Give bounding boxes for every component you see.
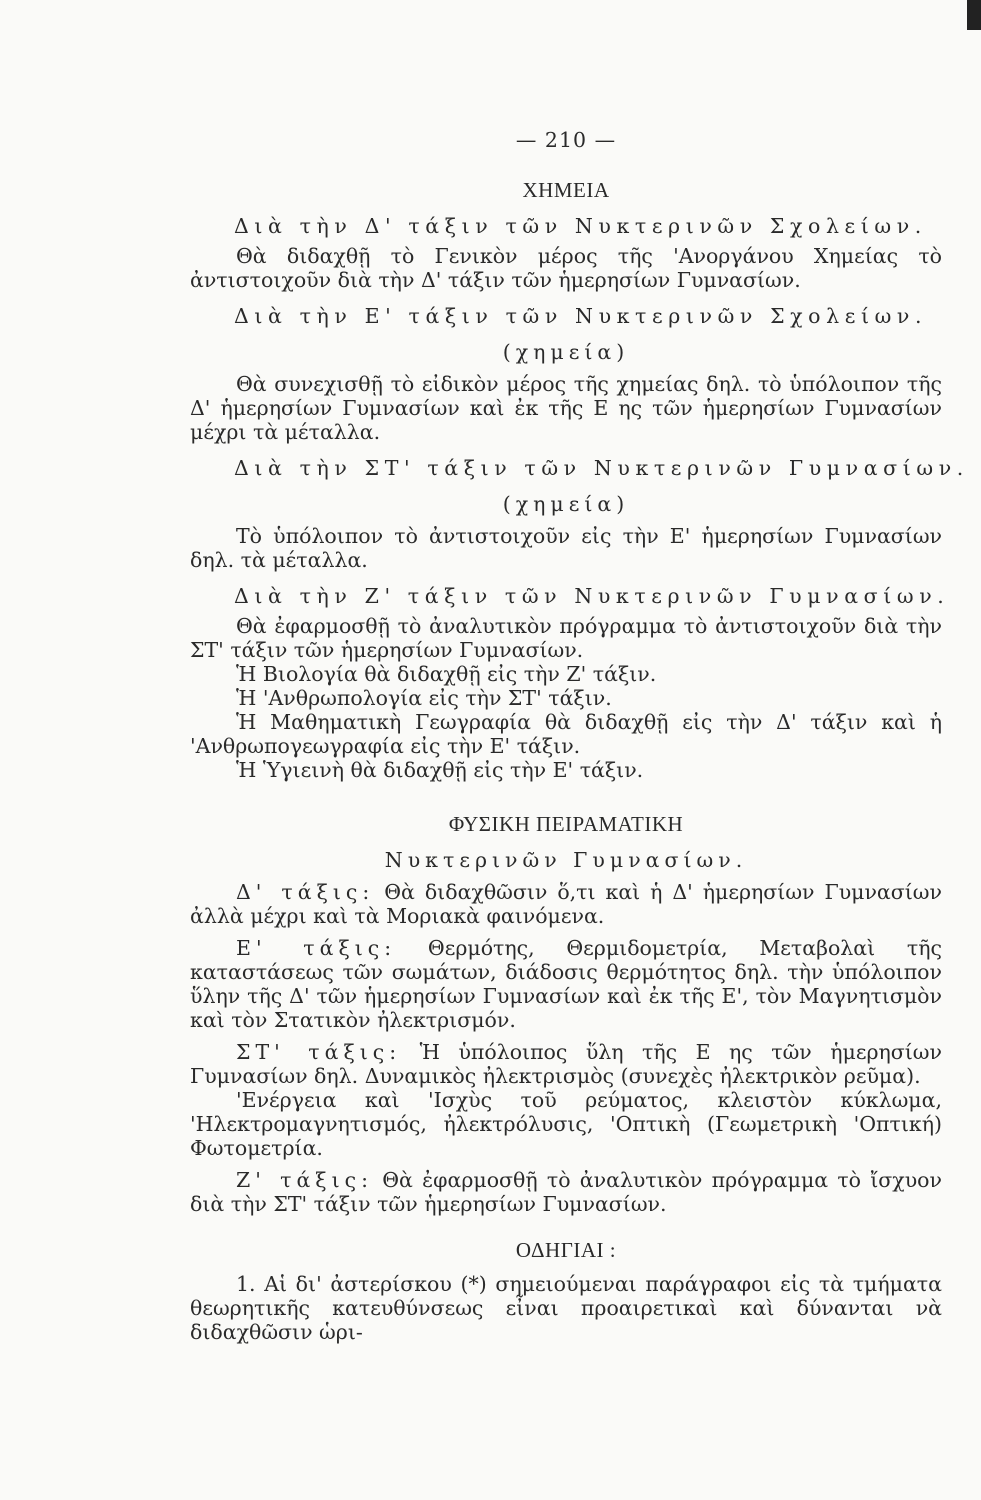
paragraph: Ἡ Ὑγιεινὴ θὰ διδαχθῇ εἰς τὴν Ε' τάξιν. [236,758,644,782]
class-label: Ε' τάξις: [236,936,397,960]
class-label: Δ' τάξις: [236,880,375,904]
paragraph: Θὰ ἐφαρμοσθῇ τὸ ἀναλυτικὸν πρόγραμμα τὸ ἀντιστοιχοῦν διὰ τὴν ΣΤ' τάξιν τῶν ἡμερησίων Γυμνασίων. [190,614,942,662]
scan-edge-mark [967,0,981,30]
paragraph: Θὰ διδαχθῇ τὸ Γενικὸν μέρος τῆς 'Ανοργάνου Χημείας τὸ ἀντιστοιχοῦν διὰ τὴν Δ' τάξιν τῶν ἡμερησίων Γυμνασίων. [190,244,942,292]
paragraph: Ἡ 'Ανθρωπολογία εἰς τὴν ΣΤ' τάξιν. [236,686,612,710]
page-number: — 210 — [515,128,617,152]
paragraph-class-d [190,880,942,928]
section-heading-z: Διὰ τὴν Ζ' τάξιν τῶν Νυκτερινῶν Γυμνασίων. [234,584,950,608]
title-instructions: ΟΔΗΓΙΑΙ : [515,1238,617,1262]
paragraph: Θὰ συνεχισθῇ τὸ εἰδικὸν μέρος τῆς χημείας δηλ. τὸ ὑπόλοιπον τῆς Δ' ἡμερησίων Γυμνασίων καὶ ἐκ τῆς Ε ης τῶν ἡμερησίων Γυμνασίων μέχρι τὰ μέταλλα. [190,372,942,444]
paragraph-text: Θὰ ἐφαρμοσθῇ τὸ ἀναλυτικὸν πρόγραμμα τὸ ἴσχυον διὰ τὴν ΣΤ' τάξιν τῶν ἡμερησίων Γυμνασίων. [190,1168,942,1216]
subheading-night-gymnasia: Νυκτερινῶν Γυμνασίων. [384,848,748,872]
title-chemistry: ΧΗΜΕΙΑ [522,178,610,202]
class-label: Ζ' τάξις: [236,1168,374,1192]
class-label: ΣΤ' τάξις: [236,1040,402,1064]
instruction-item: 1. Αἱ δι' ἀστερίσκου (*) σημειούμεναι παράγραφοι εἰς τὰ τμήματα θεωρητικῆς κατευθύνσεως εἶναι προαιρετικαὶ καὶ δύνανται νὰ διδαχθῶσιν ὡρι- [190,1272,942,1344]
title-physics: ΦΥΣΙΚΗ ΠΕΙΡΑΜΑΤΙΚΗ [448,812,684,836]
paragraph: Ἡ Βιολογία θὰ διδαχθῇ εἰς τὴν Ζ' τάξιν. [236,662,657,686]
paragraph-class-st [190,1040,942,1088]
subheading-chemistry: (χημεία) [502,340,630,364]
paragraph: Ἡ Μαθηματικὴ Γεωγραφία θὰ διδαχθῇ εἰς τὴν Δ' τάξιν καὶ ἡ 'Ανθρωπογεωγραφία εἰς τὴν Ε' τάξιν. [190,710,942,758]
paragraph-class-z [190,1168,942,1216]
paragraph-text: Ἡ ὑπόλοιπος ὕλη τῆς Ε ης τῶν ἡμερησίων Γυμνασίων δηλ. Δυναμικὸς ἠλεκτρισμὸς (συνεχὲς ἠλεκτρικὸν ρεῦμα). [190,1040,942,1088]
paragraph-class-e [190,936,942,1032]
section-heading-d: Διὰ τὴν Δ' τάξιν τῶν Νυκτερινῶν Σχολείων. [234,214,927,238]
paragraph: 'Ενέργεια καὶ 'Ισχὺς τοῦ ρεύματος, κλειστὸν κύκλωμα, 'Ηλεκτρομαγνητισμός, ἠλεκτρόλυσις, 'Οπτικὴ (Γεωμετρικὴ 'Οπτική) Φωτομετρία. [190,1088,942,1160]
section-heading-e: Διὰ τὴν Ε' τάξιν τῶν Νυκτερινῶν Σχολείων. [234,304,928,328]
paragraph: Τὸ ὑπόλοιπον τὸ ἀντιστοιχοῦν εἰς τὴν Ε' ἡμερησίων Γυμνασίων δηλ. τὰ μέταλλα. [190,524,942,572]
document-page [190,128,969,1344]
paragraph-text: Θὰ διδαχθῶσιν ὅ,τι καὶ ἡ Δ' ἡμερησίων Γυμνασίων ἀλλὰ μέχρι καὶ τὰ Μοριακὰ φαινόμενα. [190,880,942,928]
section-heading-st: Διὰ τὴν ΣΤ' τάξιν τῶν Νυκτερινῶν Γυμνασίων. [234,456,969,480]
subheading-chemistry: (χημεία) [502,492,630,516]
paragraph-text: Θερμότης, Θερμιδομετρία, Μεταβολαὶ τῆς καταστάσεως τῶν σωμάτων, διάδοσις θερμότητος δηλ. τὴν ὑπόλοιπον ὕλην τῆς Δ' τῶν ἡμερησίων Γυμνασίων καὶ ἐκ τῆς Ε', τὸν Μαγνητισμὸν καὶ τὸν Στατικὸν ἠλεκτρισμόν. [190,936,942,1032]
